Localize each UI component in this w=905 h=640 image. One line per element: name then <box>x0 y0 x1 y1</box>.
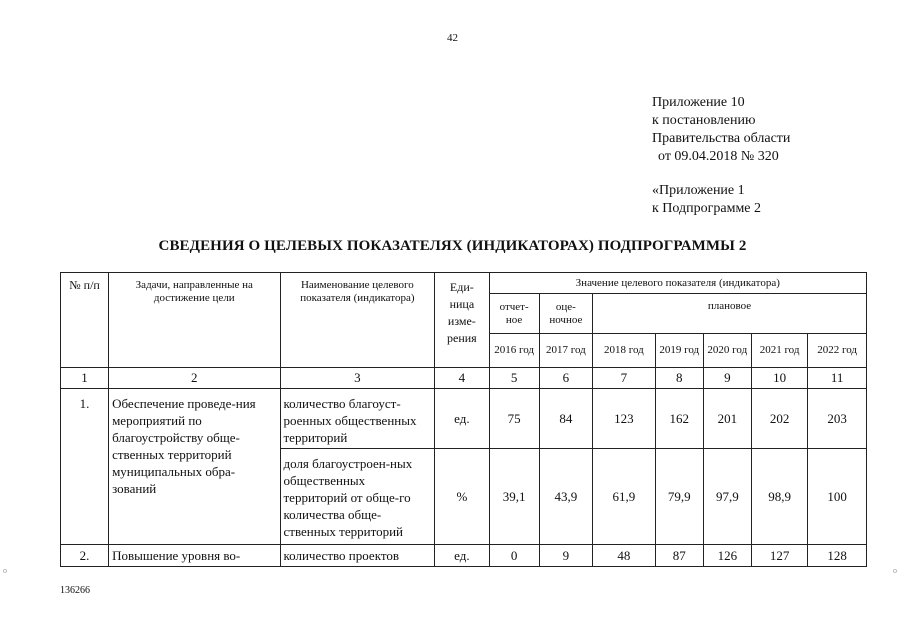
header-tasks: Задачи, направленные на достижение цели <box>109 273 280 368</box>
header-reported: отчет-ное <box>489 294 539 334</box>
appendix-line: к постановлению <box>652 113 756 128</box>
appendix-block <box>652 94 790 218</box>
row-value: 84 <box>539 389 592 449</box>
row-unit: ед. <box>435 545 489 567</box>
row-value: 201 <box>703 389 751 449</box>
row-number: 1. <box>61 389 109 545</box>
row-value: 87 <box>655 545 703 567</box>
row-value: 79,9 <box>655 449 703 545</box>
header-planned: плановое <box>593 294 867 334</box>
column-number: 2 <box>109 368 280 389</box>
edge-mark: o <box>3 566 7 575</box>
header-unit: Еди-ница изме-рения <box>435 273 489 368</box>
appendix-line: Правительства области <box>652 131 791 146</box>
row-unit: % <box>435 449 489 545</box>
column-number: 9 <box>703 368 751 389</box>
column-number: 6 <box>539 368 592 389</box>
header-year: 2016 год <box>489 334 539 368</box>
header-year: 2021 год <box>751 334 807 368</box>
row-value: 203 <box>808 389 867 449</box>
appendix-line: «Приложение 1 <box>652 183 745 198</box>
row-value: 100 <box>808 449 867 545</box>
row-indicator: доля благоустроен-ных общественных территорий от обще-го количества обще-ственных территорий <box>280 449 435 545</box>
row-value: 126 <box>703 545 751 567</box>
header-year: 2020 год <box>703 334 751 368</box>
column-number: 11 <box>808 368 867 389</box>
header-num: № п/п <box>61 273 109 368</box>
edge-mark: o <box>893 566 897 575</box>
indicators-table <box>60 272 867 567</box>
row-value: 128 <box>808 545 867 567</box>
column-number: 4 <box>435 368 489 389</box>
row-value: 97,9 <box>703 449 751 545</box>
row-value: 61,9 <box>593 449 656 545</box>
document-title: СВЕДЕНИЯ О ЦЕЛЕВЫХ ПОКАЗАТЕЛЯХ (ИНДИКАТОРАХ) ПОДПРОГРАММЫ 2 <box>158 238 747 254</box>
document-code: 136266 <box>60 585 90 596</box>
header-year: 2018 год <box>593 334 656 368</box>
header-estimated: оце-ночное <box>539 294 592 334</box>
column-number: 1 <box>61 368 109 389</box>
appendix-line: от 09.04.2018 № 320 <box>658 149 779 164</box>
row-number: 2. <box>61 545 109 567</box>
table-row <box>61 389 867 449</box>
row-value: 48 <box>593 545 656 567</box>
row-value: 127 <box>751 545 807 567</box>
column-numbers-row <box>61 368 867 389</box>
header-indicator: Наименование целевого показателя (индикатора) <box>280 273 435 368</box>
column-number: 5 <box>489 368 539 389</box>
row-value: 43,9 <box>539 449 592 545</box>
header-year: 2022 год <box>808 334 867 368</box>
header-year: 2017 год <box>539 334 592 368</box>
row-value: 162 <box>655 389 703 449</box>
header-value-group: Значение целевого показателя (индикатора) <box>489 273 866 294</box>
column-number: 3 <box>280 368 435 389</box>
column-number: 10 <box>751 368 807 389</box>
column-number: 8 <box>655 368 703 389</box>
table-row <box>61 545 867 567</box>
header-year: 2019 год <box>655 334 703 368</box>
row-task: Обеспечение проведе-ния мероприятий по благоустройству обще-ственных территорий муниципальных обра-зований <box>109 389 280 545</box>
row-value: 75 <box>489 389 539 449</box>
row-unit: ед. <box>435 389 489 449</box>
appendix-line: Приложение 10 <box>652 95 745 110</box>
row-value: 39,1 <box>489 449 539 545</box>
row-task: Повышение уровня во- <box>109 545 280 567</box>
appendix-line: к Подпрограмме 2 <box>652 201 762 216</box>
row-value: 202 <box>751 389 807 449</box>
row-value: 9 <box>539 545 592 567</box>
row-indicator: количество проектов <box>280 545 435 567</box>
row-value: 98,9 <box>751 449 807 545</box>
row-indicator: количество благоуст-роенных общественных территорий <box>280 389 435 449</box>
row-value: 0 <box>489 545 539 567</box>
row-value: 123 <box>593 389 656 449</box>
page-number: 42 <box>447 32 458 44</box>
column-number: 7 <box>593 368 656 389</box>
